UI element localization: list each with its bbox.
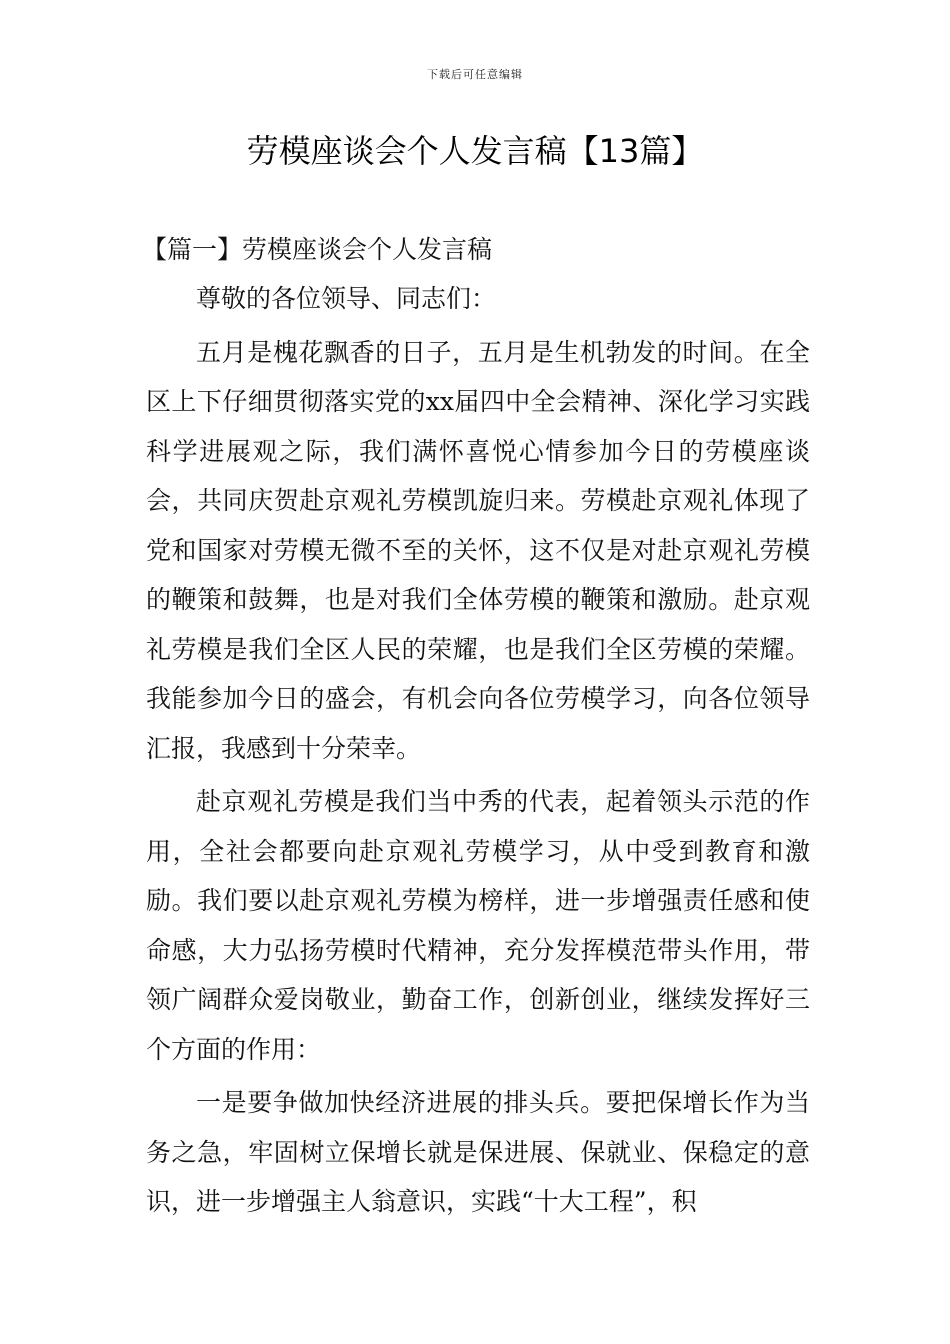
- document-body: [142, 226, 810, 1227]
- section-heading: 【篇一】劳模座谈会个人发言稿: [142, 235, 493, 264]
- greeting-paragraph: 尊敬的各位领导、同志们：: [196, 284, 497, 313]
- document-title: 劳模座谈会个人发言稿【13篇】: [246, 132, 704, 170]
- body-paragraph: 五月是槐花飘香的日子，五月是生机勃发的时间。在全区上下仔细贯彻落实党的xx届四中全会精神、深化学习实践科学进展观之际，我们满怀喜悦心情参加今日的劳模座谈会，共同庆贺赴京观礼劳模凯旋归来。劳模赴京观礼体现了党和国家对劳模无微不至的关怀，这不仅是对赴京观礼劳模的鞭策和鼓舞，也是对我们全体劳模的鞭策和激励。赴京观礼劳模是我们全区人民的荣耀，也是我们全区劳模的荣耀。我能参加今日的盛会，有机会向各位劳模学习，向各位领导汇报，我感到十分荣幸。: [146, 337, 810, 763]
- body-paragraph: 一是要争做加快经济进展的排头兵。要把保增长作为当务之急，牢固树立保增长就是保进展、保就业、保稳定的意识，进一步增强主人翁意识，实践“十大工程”，积: [146, 1088, 810, 1216]
- header-note: 下载后可任意编辑: [427, 68, 523, 81]
- body-paragraph: 赴京观礼劳模是我们当中秀的代表，起着领头示范的作用，全社会都要向赴京观礼劳模学习，从中受到教育和激励。我们要以赴京观礼劳模为榜样，进一步增强责任感和使命感，大力弘扬劳模时代精神，充分发挥模范带头作用，带领广阔群众爱岗敬业，勤奋工作，创新创业，继续发挥好三个方面的作用：: [146, 787, 810, 1064]
